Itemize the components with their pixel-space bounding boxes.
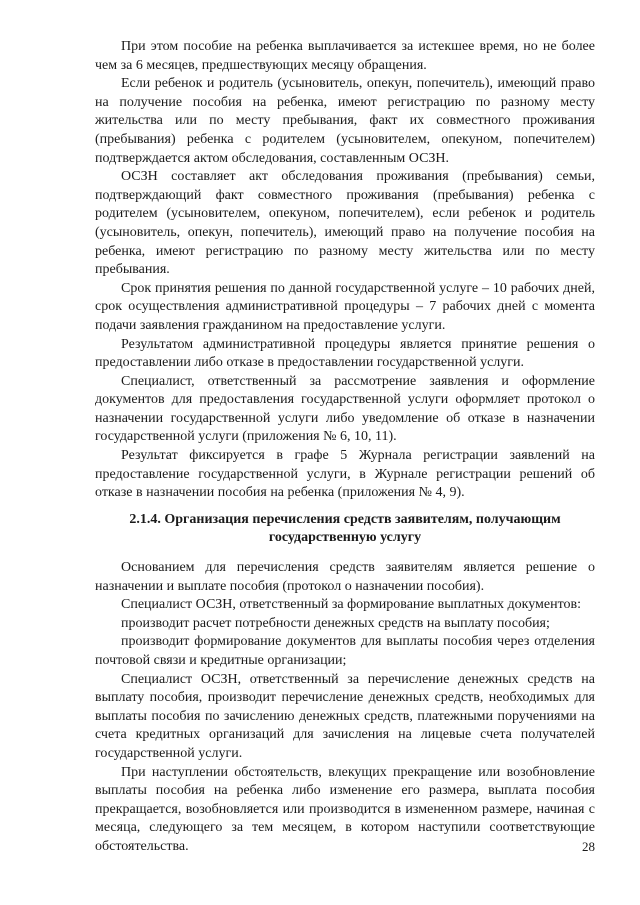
paragraph-different-registration: Если ребенок и родитель (усыновитель, опекун, попечитель), имеющий право на получение пособия на ребенка, имеют регистрацию по разному месту жительства или по месту пребывания, факт их совместного проживания (пребывания) ребенка с родителем (усыновителем, опекуном, попечителем) подтверждается актом обследования, составленным ОСЗН.: [95, 76, 595, 166]
paragraph-decision-deadline: Срок принятия решения по данной государственной услуге – 10 рабочих дней, срок осуществления административной процедуры – 7 рабочих дней с момента подачи заявления гражданином на предоставление услуги.: [95, 280, 595, 333]
paragraph-transfer-basis: Основанием для перечисления средств заявителям является решение о назначении и выплате пособия (протокол о назначении пособия).: [95, 560, 595, 594]
paragraph-document-formation: производит формирование документов для выплаты пособия через отделения почтовой связи и кредитные организации;: [95, 634, 595, 668]
section-heading-line-1: 2.1.4. Организация перечисления средств заявителям, получающим: [129, 511, 561, 527]
paragraph-specialist-protocol: Специалист, ответственный за рассмотрение заявления и оформление документов для предоставления государственной услуги оформляет протокол о назначении государственной услуги либо уведомление об отказе в назначении государственной услуги (приложения № 6, 10, 11).: [95, 373, 595, 445]
paragraph-circumstances: При наступлении обстоятельств, влекущих прекращение или возобновление выплаты пособия на ребенка либо изменение его размера, выплата пособия прекращается, возобновляется или производится в измененном размере, начиная с месяца, следующего за тем месяцем, в котором наступили соответствующие обстоятельства.: [95, 764, 595, 854]
paragraph-journal-registration: Результат фиксируется в графе 5 Журнала регистрации заявлений на предоставление государственной услуги, в Журнале регистрации решений об отказе в назначении пособия на ребенка (приложения № 4, 9).: [95, 448, 595, 501]
section-heading: [95, 511, 595, 548]
paragraph-specialist-documents: Специалист ОСЗН, ответственный за формирование выплатных документов:: [121, 597, 582, 613]
paragraph-benefit-retroactive: При этом пособие на ребенка выплачивается за истекшее время, но не более чем за 6 месяцев, предшествующих месяцу обращения.: [95, 39, 595, 73]
document-page: [95, 38, 595, 857]
section-heading-line-2: государственную услугу: [268, 530, 422, 546]
paragraph-oszn-act: ОСЗН составляет акт обследования проживания (пребывания) семьи, подтверждающий факт совместного проживания (пребывания) ребенка с родителем (усыновителем, опекуном, попечителем), если ребенок и родитель (усыновитель, опекун, попечитель), имеющий право на получение пособия на ребенка, имеют регистрацию по разному месту жительства или по месту пребывания.: [95, 169, 595, 278]
page-number: 28: [582, 839, 595, 854]
paragraph-calculation: производит расчет потребности денежных средств на выплату пособия;: [121, 615, 550, 631]
paragraph-specialist-transfer: Специалист ОСЗН, ответственный за перечисление денежных средств на выплату пособия, производит перечисление денежных средств, необходимых для выплаты пособия по зачислению денежных средств, платежными поручениями на счета кредитных организаций для зачисления на лицевые счета получателей государственной услуги.: [95, 671, 595, 761]
paragraph-procedure-result: Результатом административной процедуры является принятие решения о предоставлении либо отказе в предоставлении государственной услуги.: [95, 336, 595, 371]
